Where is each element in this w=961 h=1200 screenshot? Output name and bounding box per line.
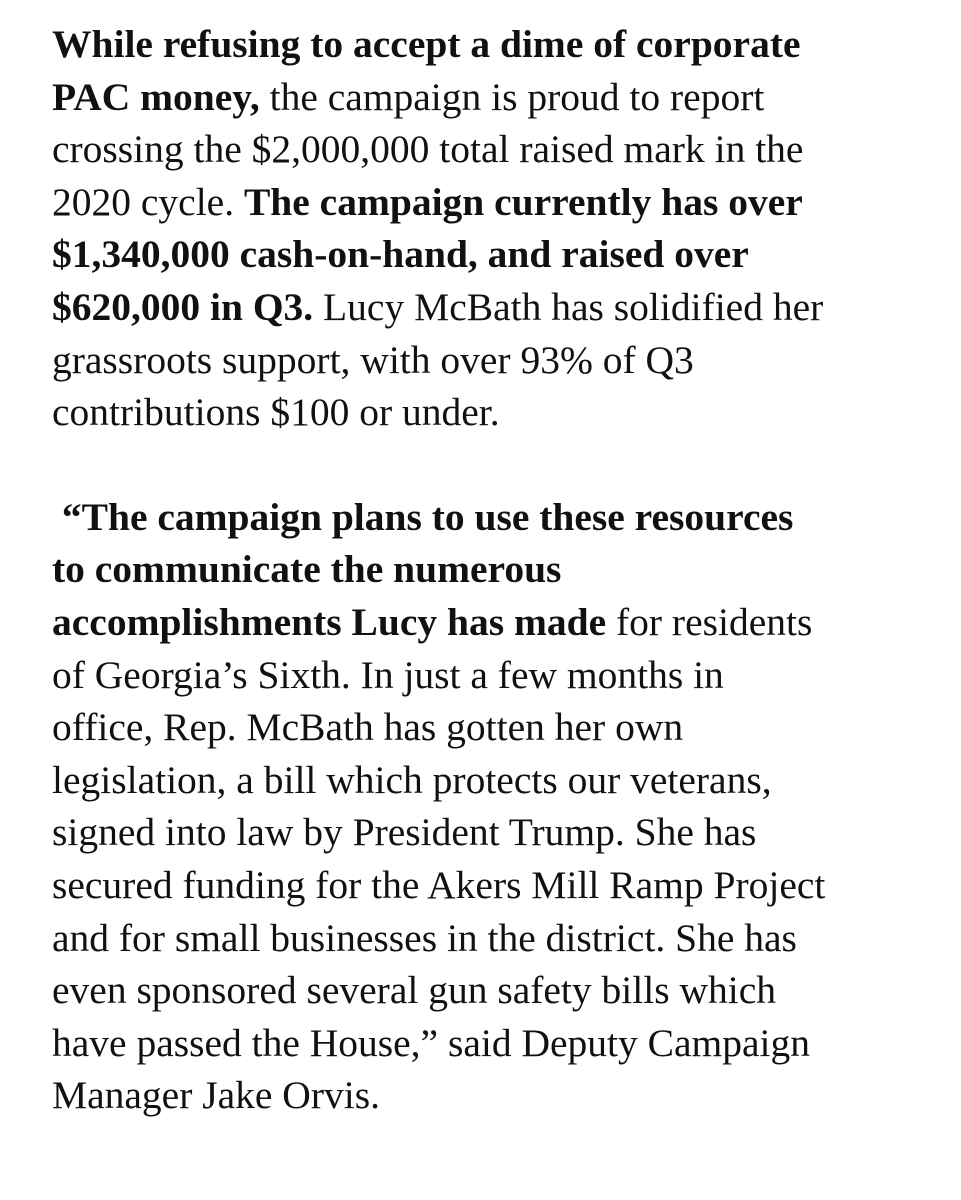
text-line: and for small businesses in the district. She has <box>52 915 797 960</box>
text-line: PAC money, the campaign is proud to report <box>52 74 765 119</box>
text-line: grassroots support, with over 93% of Q3 <box>52 337 694 382</box>
text-line: Manager Jake Orvis. <box>52 1073 380 1118</box>
press-release-text <box>52 18 932 1122</box>
text-line: to communicate the numerous <box>52 547 562 592</box>
text-line: $620,000 in Q3. Lucy McBath has solidified her <box>52 284 824 329</box>
text-line: accomplishments Lucy has made for residents <box>52 599 813 644</box>
text-line: “The campaign plans to use these resources <box>52 494 794 539</box>
text-line: crossing the $2,000,000 total raised mark in the <box>52 127 804 172</box>
paragraph-fundraising <box>52 18 932 439</box>
paragraph-spacer <box>52 439 932 491</box>
text-line: secured funding for the Akers Mill Ramp Project <box>52 862 826 907</box>
text-line: office, Rep. McBath has gotten her own <box>52 705 684 750</box>
text-line: contributions $100 or under. <box>52 390 500 435</box>
paragraph-quote <box>52 491 932 1122</box>
text-line: of Georgia’s Sixth. In just a few months in <box>52 652 724 697</box>
text-line: legislation, a bill which protects our veterans, <box>52 757 772 802</box>
text-line: even sponsored several gun safety bills which <box>52 968 776 1013</box>
text-line: While refusing to accept a dime of corporate <box>52 22 801 66</box>
text-line: have passed the House,” said Deputy Campaign <box>52 1020 810 1065</box>
text-line: 2020 cycle. The campaign currently has over <box>52 179 803 224</box>
text-line: signed into law by President Trump. She has <box>52 810 757 855</box>
text-line: $1,340,000 cash-on-hand, and raised over <box>52 232 749 277</box>
